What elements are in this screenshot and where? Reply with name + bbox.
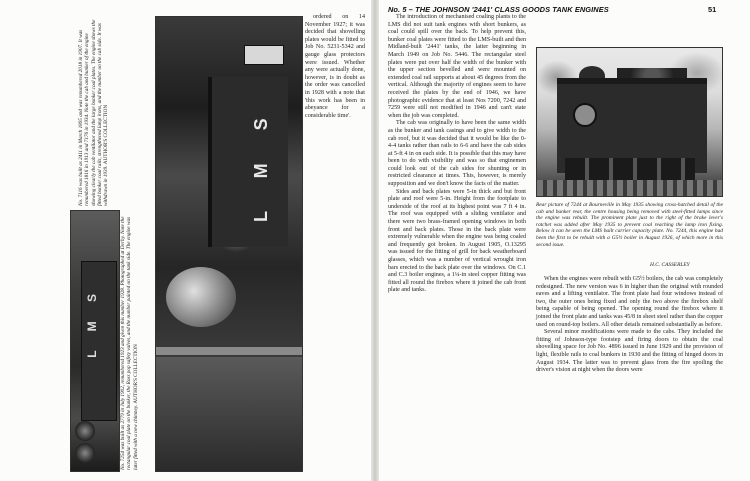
caption-text: No. 7254 was built as 2779 in July 1902, renumbered 1923 and given this number 1928. Photographed at Derby. Note the rectangular coal plate on the bunker, the Ross pop safety valves, and the number painted on the tank side. The engine was later fitted with a new chimney. (120, 216, 139, 470)
wheel-set (565, 158, 695, 180)
paragraph: The cab was originally to have been the same width as the bunker and tank casings and to give width to the cab roof, but it was decided that it would be like the 0-4-4 tanks rather than rails to 6-6 and have the cab sides at 5-ft 4 in on each side. It is possible that this may have been to do with visibility and was so that enginemen could look out of the cab sides for shunting or in restricted clearance at times. This, however, is merely supposition and we don't know the facts of the matter. (388, 120, 526, 188)
cab-window (573, 103, 597, 127)
ground (156, 357, 303, 472)
rail (156, 347, 303, 355)
tank-lettering: L M S (251, 104, 271, 222)
caption-credit: H.C. CASSERLEY (650, 262, 690, 268)
photo-locomotive-large (155, 16, 303, 472)
caption-credit: AUTHOR'S COLLECTION (103, 104, 110, 165)
tank-lettering: L M S (85, 286, 99, 358)
boiler-smokebox (166, 267, 236, 327)
page-number: 51 (708, 5, 717, 14)
page-gutter (371, 0, 379, 481)
paragraph: ordered on 14 November 1927; it was decided that shovelling plates would be fitted to Job No. 5231-5342 and gauge glass protectors were issued. Whether any were actually done, however, is in doubt as the order was cancelled in 1928 with a note that 'this work has been in abeyance for a considerable time'. (305, 14, 365, 119)
caption-text: No. 7116 was built as 2411 in March 1895 and was renumbered 2018 in 1907. It was renumbered 1816 in 1913 and 7176 in 1934. Note the cab and bunker of the engine showing clearly the cab ventilator and the large bunker coal plates. The engine shows the fitted bunker coal rails, strengthened lamp irons, and the number on the cab side. It was withdrawn in 1939. (78, 19, 110, 206)
caption-right-photo: Rear picture of 7244 at Bourneville in May 1935 showing cross-hatched detail of the cab and bunker rear, the centre housing being removed with steel-fitted lamps since the engine was rebuilt. The prominent plate just to the right of the brake lever's ratchet was added after May 1935 to prevent coal reaching the lamp iron fixing. Below it can be seen the LMS built carrier capacity plate. No. 7244, this engine had been the first to be rebuilt with a G5½ boiler in August 1926, of which more in this second issue. (536, 202, 723, 248)
paragraph: Several minor modifications were made to the cabs. They included the fitting of Johnson-type footstep and firing doors to obtain the coal shovelling space for Job No. 4896 issued in June 1929 and the provision of light, flexible rails to coal bunkers in 1930 and the fitting of hinged doors in August 1934. The latter was to prevent glass from the fire spoiling the driver's vision at night when the doors were (536, 329, 723, 374)
text-column-main (388, 14, 526, 295)
rail-track (537, 180, 723, 197)
wheel-icon (75, 421, 95, 441)
text-column-right (536, 276, 723, 375)
paragraph: Sides and back plates were 5-in thick and but front plate and roof were 5-in. Height from the footplate to underside of the roof at its highest point was 7 ft 4 in. The roof was equipped with a sliding ventilator and there were two brass-framed opening windows in both front and back plates. Those in the back plate were extremely vulnerable when the engine was being coaled and frequently got broken. In August 1905, O.13295 was issued for the fitting of grill for back weatherboard glasses, which was a number of vertical wrought iron bars erected to the back plate over the windows. On C.1 and C.3 boiler engines, a 1¼-in steel copper fitting was fitted all round the firebox where it joined the cab front plate and tanks. (388, 188, 526, 294)
photo-locomotive-small (70, 210, 120, 472)
paragraph: When the engines were rebuilt with G5½ boilers, the cab was completely redesigned. The new version was 6 in higher than the original with rounded eaves and a lifting ventilator. The front plate had four windows instead of two, the outer ones being fixed and only the two above the firebox shelf being capable of being opened. The opening round the firebox where it joined the front plate and tanks was 45/8 in sheet steel rather than the copper used on round-top boilers. All other details remained substantially as before. (536, 276, 723, 328)
running-head: No. 5 – THE JOHNSON '2441' CLASS GOODS TANK ENGINES (388, 5, 609, 14)
caption-bottom-left (120, 210, 154, 470)
wheel-icon (75, 443, 95, 463)
caption-credit: AUTHOR'S COLLECTION (132, 344, 139, 404)
photo-locomotive-rear (536, 47, 723, 197)
text-column-left (305, 14, 365, 120)
number-plate (244, 45, 284, 65)
caption-top-left (78, 16, 144, 206)
paragraph: The introduction of mechanised coaling plants to the LMS did not suit tank engines with short bunkers, as coal could spill over the back. To help prevent this, bunker coal plates were fitted to the LMS-built and then Midland-built '2441' tanks, the latter beginning in March 1949 on Job No. 5446. The rectangular steel plates were put over half the width of the bunker with the upper section bevelled and were mounted on extended coal rail supports at about 45 degrees from the vertical. Although the majority of engines seem to have received the plates by the end of 1946, we have photographic evidence that at least Nos 7200, 7242 and 7259 were still not modified in 1946 and can't state when the job was completed. (388, 14, 526, 119)
